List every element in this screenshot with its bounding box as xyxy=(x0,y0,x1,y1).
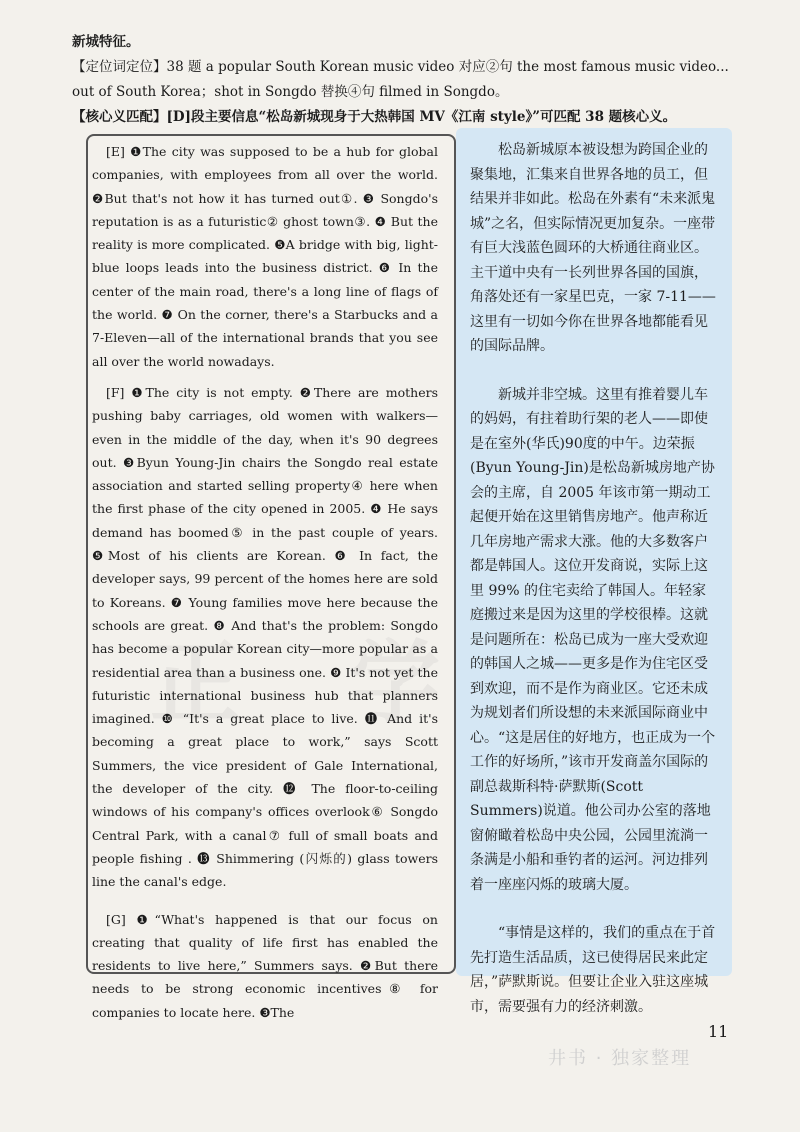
note-line-3: out of South Korea；shot in Songdo 替换④句 filmed in Songdo。 xyxy=(72,84,509,100)
paragraph-e: [E] ❶The city was supposed to be a hub for global companies, with employees from all over the world. ❷But that's not how it has turned out①. ❸ Songdo's reputation is as a futuristic② ghost town③. ❹ But the reality is more complicated. ❺A bridge with big, light-blue loops leads into the business district. ❻ In the center of the main road, there's a long line of flags of the world. ❼ On the corner, there's a Starbucks and a 7-Eleven—all of the international brands that you see all over the world nowadays. xyxy=(92,144,438,369)
translation-paragraph-3: “事情是这样的，我们的重点在于首先打造生活品质，这已使得居民来此定居，”萨默斯说。但要让企业入驻这座城市，需要强有力的经济刺激。 xyxy=(470,925,716,1015)
background-watermark-char: 正 xyxy=(150,631,240,736)
translation-paragraph-1: 松岛新城原本被设想为跨国企业的聚集地，汇集来自世界各地的员工，但结果并非如此。松岛在外素有“未来派鬼城”之名，但实际情况更加复杂。一座带有巨大浅蓝色圆环的大桥通往商业区。主干道中央有一长列世界各国的国旗，角落处还有一家星巴克，一家 7-11——这里有一切如今你在世界各地都能看见的国际品牌。 xyxy=(470,142,716,354)
english-passage xyxy=(92,140,438,1032)
header-notes xyxy=(72,30,732,130)
note-line-4: 【核心义匹配】[D]段主要信息“松岛新城现身于大热韩国 MV《江南 style》”可匹配 38 题核心义。 xyxy=(72,109,677,125)
note-line-2: 【定位词定位】38 题 a popular South Korean music video 对应②句 the most famous music video... xyxy=(72,59,729,75)
paragraph-f: [F] ❶The city is not empty. ❷There are mothers pushing baby carriages, old women with walkers—even in the middle of the day, when it's 90 degrees out. ❸Byun Young-Jin chairs the Songdo real estate association and started selling property④ here when the first phase of the city opened in 2005. ❹ He says demand has boomed⑤ in the past couple of years. ❺Most of his clients are Korean. ❻ In fact, the developer says, 99 percent of the homes here are sold to Koreans. ❼ Young families move here because the schools are great. ❽ And that's the problem: Songdo has become a popular Korean city—more popular as a residential area than a business one. ❾ It's not yet the futuristic international business hub that planners imagined. ❿ “It's a great place to live. ⓫ And it's becoming a great place to work,” says Scott Summers, the vice president of Gale International, the developer of the city. ⓬ The floor-to-ceiling windows of his company's offices overlook⑥ Songdo Central Park, with a canal⑦ full of small boats and people fishing . ⓭ Shimmering (闪烁的) glass towers line the canal's edge. xyxy=(92,384,438,890)
watermark-text: 井书 · 独家整理 xyxy=(548,1048,692,1069)
paragraph-g: [G] ❶“What's happened is that our focus on creating that quality of life first has enabled the residents to live here,” Summers says. ❷But there needs to be strong economic incentives⑧ for companies to locate here. ❸The xyxy=(92,911,438,1020)
background-watermark-char: 学 xyxy=(350,631,440,736)
note-line-1: 新城特征。 xyxy=(72,34,140,50)
chinese-translation-panel xyxy=(456,128,732,1015)
translation-paragraph-2: 新城并非空城。这里有推着婴儿车的妈妈，有拄着助行架的老人——即使是在室外(华氏)90度的中午。边荣振(Byun Young-Jin)是松岛新城房地产协会的主席，自 2005 年该市第一期动工起便开始在这里销售房地产。他声称近几年房地产需求大涨。他的大多数客户都是韩国人。这位开发商说，实际上这里 99% 的住宅卖给了韩国人。年轻家庭搬过来是因为这里的学校很棒。这就是问题所在：松岛已成为一座大受欢迎的韩国人之城——更多是作为住宅区受到欢迎，而不是作为商业区。它还未成为规划者们所设想的未来派国际商业中心。“这是居住的好地方，也正成为一个工作的好场所，”该市开发商盖尔国际的副总裁斯科特·萨默斯(Scott Summers)说道。他公司办公室的落地窗俯瞰着松岛中央公园，公园里流淌一条满是小船和垂钓者的运河。河边排列着一座座闪烁的玻璃大厦。 xyxy=(470,386,716,893)
page-number: 11 xyxy=(708,1022,729,1041)
